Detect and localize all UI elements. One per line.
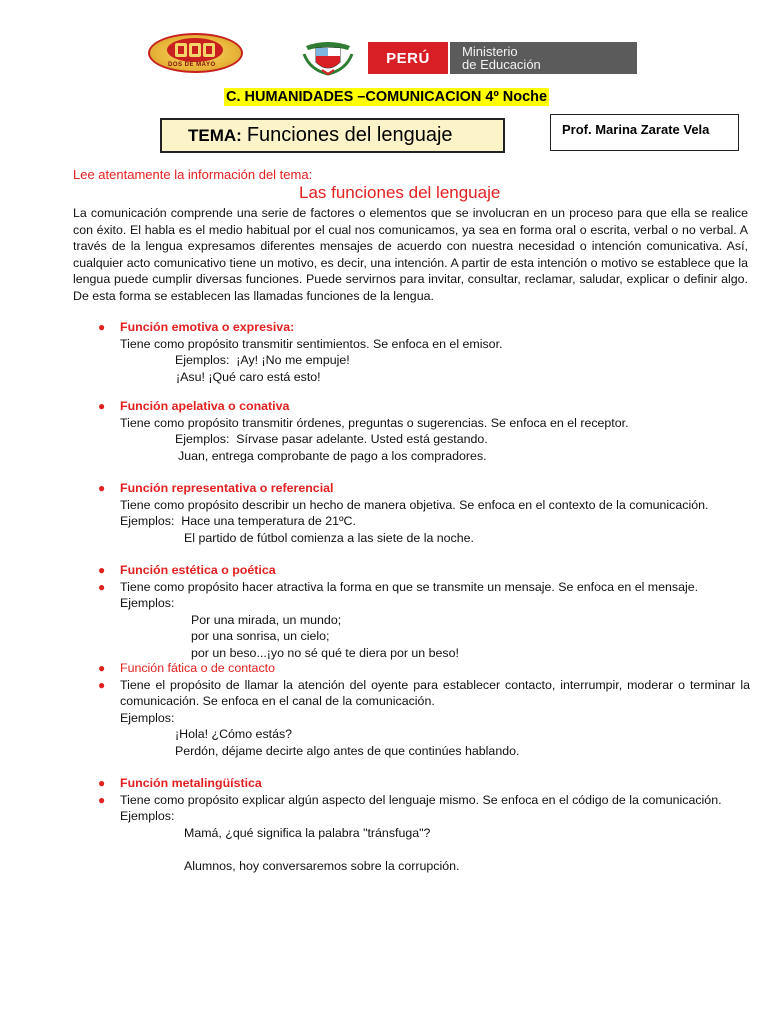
tema-label: TEMA: <box>188 125 242 145</box>
example-1: Hace una temperatura de 21ºC. <box>181 514 356 528</box>
bullet-icon: ● <box>98 320 106 334</box>
example-line <box>95 513 750 530</box>
section-heading: Función representativa o referencial <box>120 481 334 495</box>
example-2: El partido de fútbol comienza a las siete de la noche. <box>184 530 474 545</box>
example-label: Ejemplos: <box>120 809 175 823</box>
section-heading: Función estética o poética <box>120 563 276 577</box>
bullet-icon: ● <box>98 677 106 692</box>
section-estetica <box>95 562 750 661</box>
section-desc: Tiene como propósito hacer atractiva la forma en que se transmite un mensaje. Se enfoca en el mensaje. <box>120 579 699 594</box>
ministry-line-1: Ministerio <box>462 44 518 59</box>
course-title: C. HUMANIDADES –COMUNICACION 4º Noche <box>226 89 548 105</box>
example-1: ¡Hola! ¿Cómo estás? <box>175 727 293 741</box>
section-metalinguistica <box>95 775 750 874</box>
section-fatica <box>95 660 750 759</box>
tema-value: Funciones del lenguaje <box>246 124 453 146</box>
section-representativa <box>95 480 750 546</box>
example-2: Alumnos, hoy conversaremos sobre la corrupción. <box>184 858 460 873</box>
section-desc: Tiene como propósito describir un hecho de manera objetiva. Se enfoca en el contexto de la comunicación. <box>120 497 709 512</box>
example-2: por una sonrisa, un cielo; <box>191 629 330 643</box>
professor-box: Prof. Marina Zarate Vela <box>550 114 739 151</box>
coat-of-arms-icon <box>298 40 358 76</box>
section-heading: Función fática o de contacto <box>120 661 275 675</box>
example-label: Ejemplos: <box>120 710 175 725</box>
intro-paragraph: La comunicación comprende una serie de factores o elementos que se involucran en un proceso para que ella se realice con éxito. El habla es el medio habitual por el cual nos comunicamos, ya sea en forma oral o escrita, verbal o no verbal. A través de la lengua expresamos diferentes mensajes de acuerdo con nuestra necesidad o intención comunicativa. Así, cualquier acto comunicativo tiene un motivo, es decir, una intención. A partir de esta intención o motivo se establece que la lengua puede cumplir diversas funciones. Puede servirnos para invitar, consultar, reclamar, saludar, explicar o definir algo. De esta forma se establecen las llamadas funciones de la lengua. <box>73 206 748 303</box>
example-label: Ejemplos: <box>175 432 230 446</box>
bullet-icon: ● <box>98 792 106 807</box>
example-line <box>95 352 750 369</box>
section-apelativa <box>95 398 750 464</box>
example-1: ¡Ay! ¡No me empuje! <box>236 353 350 367</box>
section-desc: Tiene como propósito transmitir órdenes, preguntas o sugerencias. Se enfoca en el receptor. <box>120 415 629 430</box>
tema-box <box>160 118 505 153</box>
ministry-line-2: de Educación <box>462 57 541 72</box>
bullet-icon: ● <box>98 579 106 594</box>
example-label: Ejemplos: <box>120 596 175 610</box>
bullet-icon: ● <box>98 481 106 495</box>
section-desc: Tiene como propósito explicar algún aspecto del lenguaje mismo. Se enfoca en el código de la comunicación. <box>120 792 722 807</box>
example-label: Ejemplos: <box>175 353 230 367</box>
school-logo <box>148 33 243 73</box>
example-1: Por una mirada, un mundo; <box>191 612 342 627</box>
bullet-icon: ● <box>98 399 106 413</box>
example-2: Perdón, déjame decirte algo antes de que continúes hablando. <box>175 743 520 758</box>
example-1: Mamá, ¿qué significa la palabra "tránsfuga"? <box>184 825 431 840</box>
page-title: Las funciones del lenguaje <box>299 183 501 202</box>
section-heading: Función emotiva o expresiva: <box>120 320 295 334</box>
instruction-text: Lee atentamente la información del tema: <box>73 167 313 182</box>
section-heading: Función apelativa o conativa <box>120 399 290 413</box>
section-emotiva <box>95 319 750 385</box>
section-heading: Función metalingüística <box>120 776 262 790</box>
section-desc: Tiene como propósito transmitir sentimientos. Se enfoca en el emisor. <box>120 336 503 351</box>
example-2: ¡Asu! ¡Qué caro está esto! <box>176 369 321 384</box>
example-label: Ejemplos: <box>120 514 175 528</box>
peru-badge: PERÚ <box>368 42 448 74</box>
bullet-icon: ● <box>98 776 106 790</box>
ministry-badge <box>450 42 637 74</box>
section-desc: Tiene el propósito de llamar la atención del oyente para establecer contacto, interrumpir, moderar o terminar la comunicación. Se enfoca en el canal de la comunicación. <box>120 677 750 708</box>
school-logo-subtitle: DOS DE MAYO <box>168 62 216 68</box>
bullet-icon: ● <box>98 661 106 675</box>
example-2: Juan, entrega comprobante de pago a los compradores. <box>178 448 487 463</box>
example-1: Sírvase pasar adelante. Usted está gestando. <box>236 432 488 446</box>
bullet-icon: ● <box>98 563 106 577</box>
example-line <box>95 431 750 448</box>
example-3: por un beso...¡yo no sé qué te diera por un beso! <box>191 645 459 660</box>
